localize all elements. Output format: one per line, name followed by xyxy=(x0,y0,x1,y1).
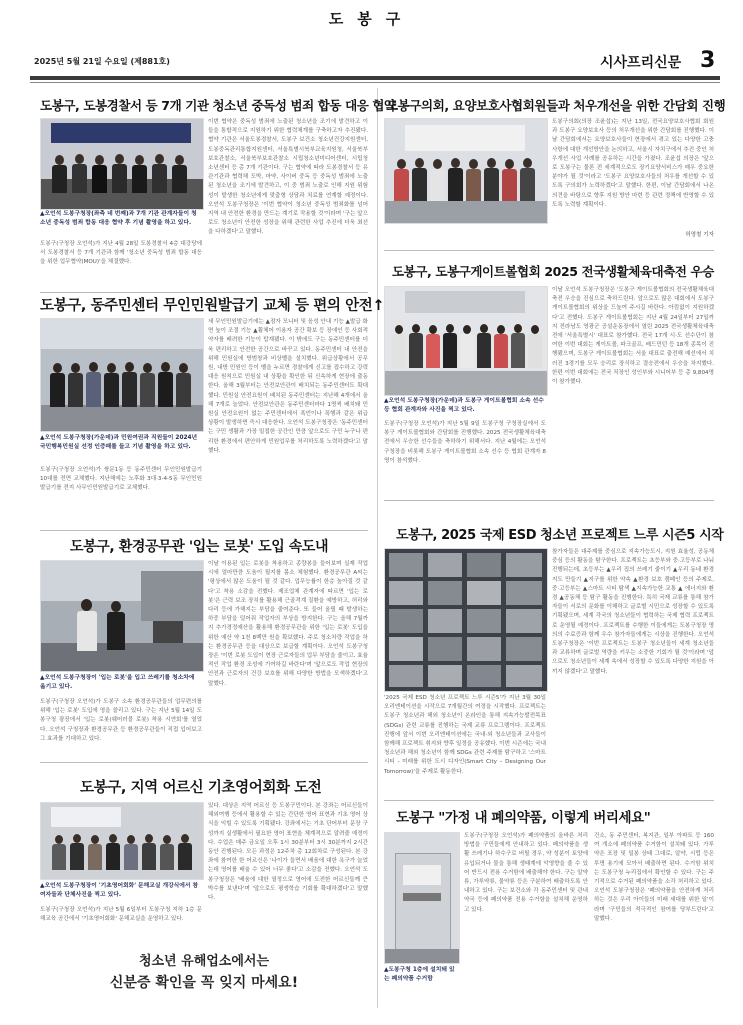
article-body: 도봉구의회(의장 조윤섭)는 지난 13일, 전국요양보호사협회 회원과 도봉구 요양보호사 등의 처우개선을 위한 간담회를 진행했다. 이날 간담회에서는 요양보호사들이 현장에서 겪고 있는 다양한 고충사항에 대한 개선방안을 논의하고, 서울시 자치구에서 추진 중인 처우개선 사업 사례를 공유하는 시간을 가졌다. 조윤섭 의장은 '앞으로 도봉구는 물론 전 세계적으로도 장기요양서비스가 매우 중요한 분야가 될 것'이라고 '도봉구 요양보호사들의 처우를 개선할 수 있도록 구의회가 노력하겠다'고 말했다. 한편, 이날 간담회에서 나온 의견을 바탕으로 향후 지원 방안 마련 등 관련 정책에 반영할 수 있도록 노력할 계획이다. xyxy=(552,119,714,208)
article-divider xyxy=(384,500,714,501)
article-photo xyxy=(384,832,460,964)
article-divider xyxy=(384,250,714,251)
article-photo xyxy=(40,318,204,432)
issue-date: 2025년 5월 21일 수요일 (제881호) xyxy=(34,57,170,66)
newspaper-brand: 시사프리신문 xyxy=(600,55,682,71)
article-body: 도봉구(구청장 오언석)가 도봉구 소속 환경공무관들의 업무편의를 위해 '입는 로봇' 도입에 영을 쓸리고 있다. 구는 지난 5월 14일 도봉구청 광장에서 '입는 로봇(웨어러블 로봇) 착용 시연회'를 열었다. 오언석 구청장과 환경공무관 등 환경공무관들이 직접 입어보고 그 효과를 기대하고 있다. xyxy=(40,699,202,742)
article-headline: 도봉구, 환경공무관 '입는 로봇' 도입 속도내 xyxy=(70,539,329,555)
article-body: 도봉구(구청장 오언석)가 지난 5월 9일 도봉구청 구청장실에서 도봉구 게이트볼협회와 간담회를 진행했다. 2025 전국생활체육대축전에서 우승한 선수들을 축하하기 위해서다. 지난 4월에는 오언석 구청장을 비롯해 도봉구 게이트볼협회 소속 선수 등 협회 관계자 8명이 참석했다. xyxy=(384,421,546,464)
article-headline: 도봉구, 동주민센터 무인민원발급기 교체 등 편의 안전↑ xyxy=(40,298,385,314)
article-headline: 도봉구 "가정 내 폐의약품, 이렇게 버리세요" xyxy=(396,810,651,826)
article-body: 이날 오언석 도봉구청장은 '도봉구 게이트볼협회의 전국생활체육대축전 우승을 진심으로 축하드린다. 앞으로도 많은 대회에서 도봉구 게이트볼협회의 위상을 드높여 주시길 바란다. 아낌없이 지원하겠다'고 전했다. 도봉구 게이트볼협회는 지난 4월 24일부터 27일까지 전라남도 영광군 공설운동장에서 열린 2025 전국생활체육대축전에 '서울특별시' 대표로 참가했다. 전국 17개 시·도 선수단이 참여한 이번 대회는 게이트볼, 파크골프, 배드민턴 등 18개 종목이 진행됐으며, 도봉구 게이트볼협회는 서울 대표로 출전해 예선에서 치러진 3경기를 모두 승리로 장식하고 결승전에서 우승을 차지했다. 한편 이번 대회에는 전국 직장인 성인부와 시니어부 등 총 9,804명이 참가했다. xyxy=(552,287,714,386)
article-divider xyxy=(40,762,368,763)
article-body: 도봉구(구청장 오언석)가 폐의약품의 올바른 처리 방법을 구민들에게 안내하고 있다. 폐의약품을 생활 쓰레기나 하수구로 버릴 경우, 약 성분이 토양에 유입되거나 물을 통해 생태계에 악영향을 줄 수 있어 반드시 전용 수거함에 배출해야 한다. 구는 알약류, 가루약류, 물약류 등은 구분하여 배출하도록 안내하고 있다. 구는 보건소와 각 동주민센터 및 관내 약국 등에 폐의약품 전용 수거함을 설치해 운영하고 있다. xyxy=(464,833,588,913)
photo-caption: ▲오언석 도봉구청장(좌측 네 번째)과 7개 기관 관계자들이 청소년 중독성 범죄 합동 대응 협약 후 기념 촬영을 하고 있다. xyxy=(40,211,197,226)
article-headline: 도봉구, 2025 국제 ESD 청소년 프로젝트 느루 시즌5 시작 xyxy=(396,528,724,543)
masthead-rule-thin xyxy=(30,82,720,83)
article-body: 이번 협약은 중독성 범죄에 노출된 청소년을 조기에 발견하고 이들을 통합적으로 지원하기 위한 협력체계를 구축하고자 추진됐다. 협약 기관은 서울도봉경찰서, 도봉구 보건소 청소년건강지원센터, 도봉중독관리통합지원센터, 서울특별시북부교육지원청, 서울북부보호관찰소, 서울북부보호관찰소 시립청소년미디어센터, 시립청소년센터 등 총 7개 기관이다. 구는 협약에 따라 도봉경찰서 등 유관기관과 협력해 도박, 마약, 사이버 중독 등 중독성 범죄에 노출된 청소년을 조기에 발견하고, 이 중 범죄 노출로 인해 지원 위험성이 발생한 청소년에게 맞춤형 상담과 치료를 연계할 예정이다. 오언석 도봉구청장은 '이번 협약이 청소년 중독성 범죄화를 넘어 지역 내 안전한 환경을 만드는 계기로 작용할 것'이라며 '구는 앞으로도 청소년이 안전한 성장을 위해 관련한 사업 추진에 더욱 최선을 다하겠다'고 말했다. xyxy=(208,119,368,236)
masthead-rule xyxy=(30,76,720,80)
article-body: 도봉구(구청장 오언석)가 지난 4월 28일 도봉경찰서 4층 대강당에서 도봉경찰서 등 7개 기관과 함께 '청소년 중독성 범죄 합동 대응을 위한 업무협약(MOU)'을 체결했다. xyxy=(40,241,202,266)
article-photo xyxy=(40,802,204,880)
article-body: 참가자들은 대주제를 중심으로 지속가능도시, 지원 효율성, 공동체 중심 등의 활동을 탐구한다. 프로젝트는 초등부와 중·고등부로 나눠 진행되는데, 초등부는 ▲우리 집의 쓰레기 줄이기 ▲우리 동네 환경 지도 만들기 ▲지구를 위한 약속 ▲환경 보호 캠페인 등의 주제로, 중·고등부는 ▲스마트 시티 탐색 ▲지속가능한 교통 ▲ 에너지와 환경 ▲공동체 등 탐구 활동을 진행한다. 특히 국제 교류를 통해 참가자들이 서로의 문화를 이해하고 글로벌 시민으로 성장할 수 있도록 기획됐으며, 세계 각국의 청소년들이 협력하는 국제 협력 프로젝트로 운영될 예정이다. 프로젝트를 수행한 이들에게는 도봉구청장 명의의 수료증과 함께 우수 참가자들에게는 시상을 진행한다. 오언석 도봉구청장은 '이번 프로젝트는 도봉구 청소년들이 세계 청소년들과 교류하며 글로벌 역량을 키우는 소중한 기회가 될 것'이라며 '앞으로도 청소년들이 세계 속에서 성장할 수 있도록 다양한 지원을 아끼지 않겠다'고 말했다. xyxy=(552,549,714,675)
article-body: 새 무인민원발급기에는 ▲점자 모니터 및 음성 안내 기능 ▲발급 화면 높이 조절 기능 ▲휠체어 이용자 공간 확보 등 장애인 등 사회적 약자를 배려한 기능이 탑재됐다. 이 밖에도 구는 동주민센터를 더욱 편리하고 안전한 공간으로 바꾸고 있다. 동주민센터 내 안전을 위해 민원실에 방범창과 비상벨을 설치했다. 위급상황에서 공무원, 내방 민원인 등이 벨을 누르면 경찰에게 신고를 접수하고 강력대응 원칙으로 민원실 내 상황을 확인한 뒤 신속하게 현장에 출동한다. 올해 3월부터는 안전보안관이 배치되는 동주민센터도 확대했다. 민원실 안전요원이 배치된 동주민센터는 지난해 4개에서 올해 7개로 늘었다. 안전보안관은 동주민센터마다 1명씩 배치돼 민원실 안전요원이 없는 주민센터에서 폭언이나 폭행과 같은 위급 상황이 발생하면 즉시 대응한다. 오언석 도봉구청장은 '동주민센터는 구민 생활과 가장 밀접한 공간인 만큼 앞으로도 구민 누구나 편리한 환경에서 편안하게 민원업무를 처리하도록 노력하겠다'고 말했다. xyxy=(208,319,368,454)
column-divider xyxy=(377,88,378,1008)
article-headline: 도봉구, 도봉경찰서 등 7개 기관 청소년 중독성 범죄 합동 대응 협약 xyxy=(40,98,396,113)
article-body: 있다. 대상은 지역 어르신 등 도봉구민이다. 본 강좌는 어르신들이 해외여행 등에서 활용할 수 있는 간단한 영어 표현과 기초 영어 상식을 익힐 수 있도록 기획됐다. 강좌에서는 기초 단어부터 문장 구성까지 실생활에서 필요한 영어 표현을 체계적으로 알려줄 예정이다. 수업은 매주 금요일 오후 1시 30분부터 3시 30분까지 2시간 동안 진행된다. 모든 과정은 12주차 총 12회차로 구성된다. 본 강좌에 참여한 한 어르신은 '나이가 들면서 배움에 대한 욕구가 늘었는데 영어를 배울 수 있어 너무 좋다'고 소감을 전했다. 오언석 도봉구청장은 '배움에 대한 열정으로 영어에 도전한 어르신들께 큰 박수를 보낸다'며 '앞으로도 평생학습 기회를 확대하겠다'고 말했다. xyxy=(208,803,368,902)
article-divider xyxy=(40,292,368,293)
photo-caption: ▲도봉구청 1층에 설치돼 있는 폐의약품 수거함 xyxy=(384,967,455,982)
article-body: 이날 이용된 입는 로봇을 착용하고 종량봉을 들어보며 실제 작업 시에 얼마만큼 도움이 될지를 몸소 체험했다. 환경공무관 A씨는 '평상에서 많은 도움이 될 것 같다. 업무능률이 한층 높아질 것 같다'고 착용 소감을 전했다. 제조업체 관계자에 따르면 '입는 로봇'은 근력 보조 장치를 활용해 근골격계 질환을 예방하고, 허리와 다리 등에 가해지는 부담을 줄여준다. 또 들어 올릴 때 발생하는 하중 부담을 덜어줘 작업자의 부상을 방지한다. 구는 올해 7월까지 추가경정예산을 활용해 환경공무관을 위한 '입는 로봇' 도입을 위한 예산 약 1천 8백만 원을 확보했다. 주로 청소차량 작업을 하는 환경공무관 등을 대상으로 보급할 계획이다. 오언석 도봉구청장은 '이번 로봇 도입이 현장 근로자들의 업무 부담을 줄이고, 효율적인 작업 환경 조성에 기여하길 바란다'며 '앞으로도 작업 현장의 안전과 근로자의 건강 보호를 위해 다양한 방법을 모색하겠다'고 말했다. xyxy=(208,561,368,687)
photo-caption: ▲오언석 도봉구청장(가운데)과 도봉구 게이트볼협회 소속 선수 등 협회 관계자와 사진을 찍고 있다. xyxy=(384,398,544,413)
page-number: 3 xyxy=(700,48,716,73)
article-body: 도봉구(구청장 오언석)가 쌍문1동 등 동주민센터 무인민원발급기 10대를 전면 교체했다. 지난해에는 노후화 3대·3-4-5동 무인민원발급기를 전지 사무인민원발급기로 교체했다. xyxy=(40,467,202,492)
article-author: 허영철 기자 xyxy=(685,232,714,238)
article-photo xyxy=(384,286,548,396)
article-body: 도봉구(구청장 오언석)가 지난 5월 6일부터 도봉구청 지하 1층 문해교육 공간에서 '기초영어회화' 문해교실을 운영하고 있다. xyxy=(40,907,202,923)
section-title: 도봉구 xyxy=(328,10,415,28)
ad-banner-line2: 신분증 확인을 꼭 잊지 마세요! xyxy=(109,975,299,991)
article-photo xyxy=(40,118,204,210)
photo-caption: ▲오언석 도봉구청장이 '기초영어회화' 문해교실 개강식에서 참여자들과 단체사진을 찍고 있다. xyxy=(40,883,199,898)
photo-caption: ▲오언석 도봉구청장이 '입는 로봇'을 입고 쓰레기를 청소차에 옮기고 있다. xyxy=(40,675,195,690)
article-divider xyxy=(384,800,714,801)
article-divider xyxy=(40,530,368,531)
article-photo xyxy=(384,548,548,692)
article-photo xyxy=(384,118,548,224)
photo-caption: ▲오언석 도봉구청장(가운데)과 민원여권과 직원들이 2024년 국민행복민원실 선정 인증패를 들고 기념 촬영을 하고 있다. xyxy=(40,435,198,450)
article-photo xyxy=(40,560,204,672)
article-headline: 도봉구, 도봉구게이트볼협회 2025 전국생활체육대축전 우승 xyxy=(392,264,714,279)
article-body: 건소, 동 주민센터, 복지관, 일부 아파트 등 160여 개소에 폐의약품 수거함이 설치돼 있다. 가루약은 포장 및 밀봉 상태 그대로, 알약, 시럽 등은 투명 용기에 모아서 배출하면 된다. 수거함 위치는 도봉구청 누리집에서 확인할 수 있다. 구는 주기적으로 수거된 폐의약품을 소각 처리하고 있다. 오언석 도봉구청장은 '폐의약품을 안전하게 처리하는 것은 우리 아이들의 미래 세대를 위한 일'이라며 '구민들의 적극적인 참여를 당부드린다'고 말했다. xyxy=(594,833,714,922)
ad-banner-line1: 청소년 유해업소에서는 xyxy=(138,954,270,969)
article-headline: 도봉구, 지역 어르신 기초영어회화 도전 xyxy=(80,780,322,796)
article-headline: 도봉구의회, 요양보호사협회원들과 처우개선을 위한 간담회 진행 xyxy=(386,98,726,113)
article-body: '2025 국제 ESD 청소년 프로젝트 느루 시즌5'가 지난 3월 30일 오리엔테이션을 시작으로 7개월간의 여정을 시작했다. 프로젝트는 도봉구 청소년과 해외 청소년이 온라인을 통해 지속가능발전목표(SDGs) 관련 교류를 진행하는 국제 교류 프로그램이다. 프로젝트 진행에 앞서 이번 오리엔테이션에는 국내·외 청소년들과 교사들이 함께해 프로젝트 취지와 향후 일정을 공유했다. 이번 시즌에는 국내 청소년과 해외 청소년이 함께 SDGs 관련 주제를 탐구하고 '스마트 시티 - 미래를 위한 도시 디자인(Smart City – Designing Our Tomorrow)'을 주제로 활동한다. xyxy=(384,695,546,775)
